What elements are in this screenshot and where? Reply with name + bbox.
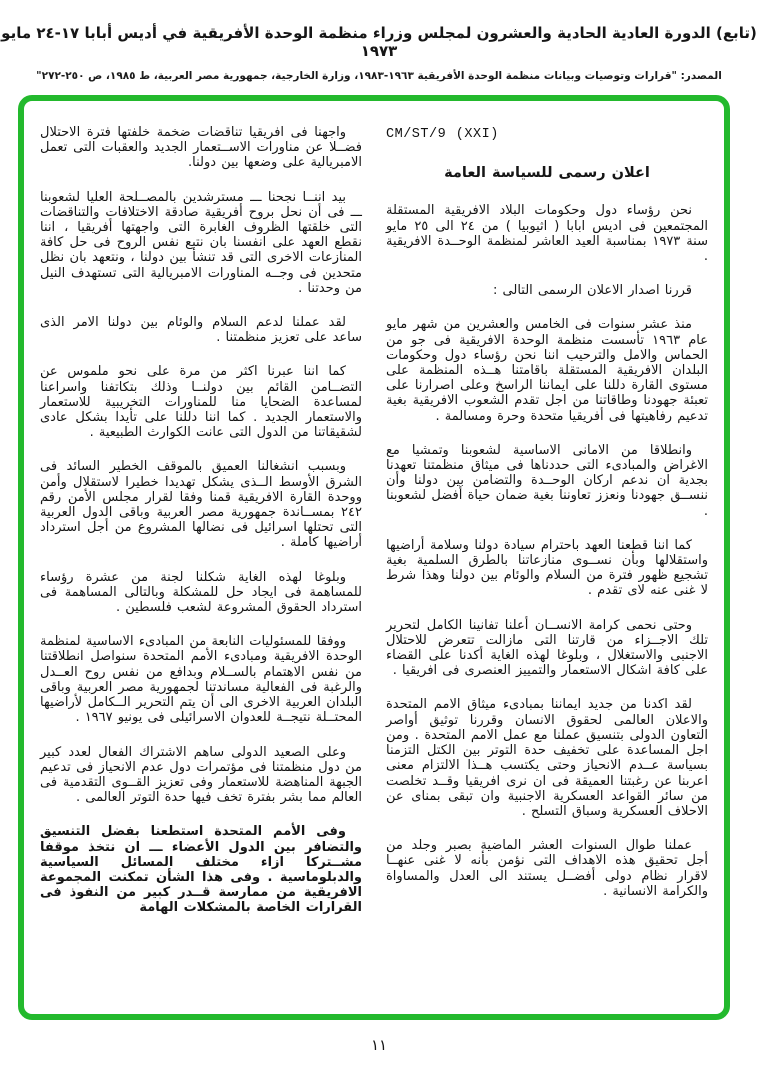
paragraph-right-4: كما اننا قطعنا العهد باحترام سيادة دولنا وسلامة أراضيها واستقلالها وبأن نســوى منازعاتنا بالطرق السلمية بغية تشجيع ظهور فترة من السلام والوئام بين دولنا وهذا شرط لا غنى عنه لاى تقدم . <box>386 537 708 599</box>
document-header <box>0 0 758 82</box>
source-citation: المصدر: "قرارات وتوصيات وبيانات منظمة الوحدة الأفريقية ١٩٦٣-١٩٨٣، وزارة الخارجية، جمهورية مصر العربية، ط ١٩٨٥، ص ٢٥٠-٢٧٢" <box>36 70 722 82</box>
paragraph-right-7: عملنا طوال السنوات العشر الماضية بصبر وجلد من أجل تحقيق هذه الاهداف التى نؤمن بأنه لا غنى عنهــا لاقرار نظام دولى أفضــل يستند الى العدل والمساواة والكرامة الانسانية . <box>386 838 708 899</box>
paragraph-left-1: بيد اننــا نجحنا ـــ مسترشدين بالمصــلحة العليا لشعوبنا ـــ فى أن نحل بروح أفريقية صادقة الاختلافات والتناقضات التى خلقتها الظروف الغابرة التى واجهتها أفريقيا ، اننا نقطع العهد على انفسنا بان نتبع نفس الروح فى حل كافة المنازعات الاخرى التى قد تنشأ بين دولنا ، ونتعهد بان نظل متحدين فى وجــه المناورات الامبريالية التى تستهدف النيل من وحدتنا . <box>40 189 362 296</box>
document-columns <box>40 125 708 1014</box>
declaration-title: اعلان رسمى للسياسة العامة <box>444 165 650 182</box>
paragraph-right-0: نحن رؤساء دول وحكومات البلاد الافريقية المستقلة المجتمعين فى اديس ابابا ( اثيوبيا ) من ٢٤ الى ٢٥ مايو سنة ١٩٧٣ بمناسبة العيد العاشر لمنظمة الوحــدة الافريقية . <box>386 203 708 265</box>
paragraph-right-3: وانطلاقا من الامانى الاساسية لشعوبنا وتمشيا مع الاغراض والمبادىء التى حددناها فى ميثاق منظمتنا تعهدنا بجدية ان ندعم اركان الوحــدة والتضامن بين دولنا وأن ننســق جهودنا ونعزز تعاوننا بغية ضمان حياة أفضل لشعوبنا . <box>386 442 708 519</box>
paragraph-left-8: وفى الأمم المتحدة استطعنا بفضل التنسيق والتضافر بين الدول الأعضاء ـــ ان نتخذ موقفا مشــتركا ازاء مختلف المسائل السياسية والدبلوماسية . وفى هذا الشأن تمكنت المجموعة الافريقية من ممارسة قــدر كبير من النفوذ فى القرارات الخاصة بالمشكلات الهامة <box>40 824 362 916</box>
paragraph-left-7: وعلى الصعيد الدولى ساهم الاشتراك الفعال لعدد كبير من دول منظمتنا فى مؤتمرات دول عدم الانحياز فى تدعيم الجبهة المناهضة للاستعمار وفى تعزيز القــوى التقدمية فى العالم مما بشر بفترة تخف فيها حدة التوتر العالمى . <box>40 744 362 806</box>
paragraph-left-5: وبلوغا لهذه الغاية شكلنا لجنة من عشرة رؤساء للمساهمة فى ايجاد حل للمشكلة وبالتالى المساهمة فى استرداد الحقوق المشروعة لشعب فلسطين . <box>40 569 362 616</box>
paragraph-right-1: قررنا اصدار الاعلان الرسمى التالى : <box>493 283 692 299</box>
green-border-frame <box>18 95 730 1020</box>
session-title: (تابع) الدورة العادية الحادية والعشرون لمجلس وزراء منظمة الوحدة الأفريقية في أديس أبابا ١٧-٢٤ مايو ١٩٧٣ <box>1 24 757 60</box>
paragraph-left-3: كما اننا عبرنا اكثر من مرة على نحو ملموس عن التضــامن القائم بين دولنــا وذلك بتكاتفنا واسراعنا لمساعدة الضحايا منا للمناورات التخريبية للاستعمار والاستعمار الجديد . كما اننا دللنا على تأيدا بشكل عادى لشقيقاتنا من الدول التى عانت الكوارث الطبيعية . <box>40 364 362 441</box>
column-left <box>40 125 362 1014</box>
paragraph-right-2: منذ عشر سنوات فى الخامس والعشرين من شهر مايو عام ١٩٦٣ تأسست منظمة الوحدة الافريقية فى جو من الحماس والامل والترحيب اننا نحن رؤساء دول وحكومات البلدان الافريقية المستقلة باقامتنا هــذه المنظمة على مستوى القارة دللنا على ايماننا الراسخ وعلى اصرارنا على تعبئة جهودنا وطاقاتنا من اجل تقدم الشعوب الافريقية بغية تدعيم رفاهيتها فى أفريقيا متحدة وحرة ومسالمة . <box>386 317 708 424</box>
document-reference: CM/ST/9 (XXI) <box>386 127 499 142</box>
paragraph-right-6: لقد اكدنا من جديد ايماننا بمبادىء ميثاق الامم المتحدة والاعلان العالمى لحقوق الانسان وقررنا توثيق أواصر التعاون الدولى بتنسيق عملنا مع عمل الامم المتحدة . ومن اجل المساعدة على تخفيف حدة التوتر بين الكتل التزمنا بسياسة عــدم الانحياز وحتى يكتسب هــذا الالتزام معنى اعربنا عن رغبتنا العميقة فى ان نرى افريقيا وقــد تخلصت من سائر القواعد العسكرية الاجنبية وان تبقى بمناى عن الاحلاف العسكرية وسباق التسلح . <box>386 697 708 819</box>
paragraph-left-2: لقد عملنا لدعم السلام والوئام بين دولنا الامر الذى ساعد على تعزيز منظمتنا . <box>40 315 362 346</box>
paragraph-left-0: واجهنا فى افريقيا تناقضات ضخمة خلفتها فترة الاحتلال فضــلا عن مناورات الاســتعمار الجديد والعقبات التى تعمل الامبريالية على وضعها بين دولنا. <box>40 125 362 171</box>
paragraph-left-6: ووفقا للمسئوليات النابعة من المبادىء الاساسية لمنظمة الوحدة الافريقية ومبادىء الأمم المتحدة سنواصل انطلاقتنا من نفس الاهتمام بالســلام وبدافع من نفس روح العــدل والرغبة فى الفعالية مساندتنا لجمهورية مصر العربية وباقى البلدان العربية الاخرى الى أن يتم التحرير الــكامل لأراضيها المحتــلة نتيجــة للعدوان الاسرائيلى فى يونيو ١٩٦٧ . <box>40 634 362 726</box>
column-right <box>386 125 708 1014</box>
paragraph-left-4: وبسبب انشغالنا العميق بالموقف الخطير السائد فى الشرق الأوسط الــذى يشكل تهديدا خطيرا لاستقلال وأمن ووحدة القارة الافريقية قمنا وفقا لقرار مجلس الأمن رقم ٢٤٢ بمســاندة جمهورية مصر العربية وباقى الدول العربية التى تحتلها اسرائيل فى نضالها المشروع من أجل استرداد أراضيها كاملة . <box>40 459 362 551</box>
paragraph-right-5: وحتى نحمى كرامة الانســان أعلنا تفانينا الكامل لتحرير تلك الاجــزاء من قارتنا التى مازالت تتعرض للاحتلال الاجنبى والاستغلال ، وبلوغا لهذه الغاية أكدنا على القضاء على كافة اشكال الاستعمار والتمييز العنصرى فى افريقيا . <box>386 617 708 679</box>
page-number: ١١ <box>370 1036 388 1054</box>
